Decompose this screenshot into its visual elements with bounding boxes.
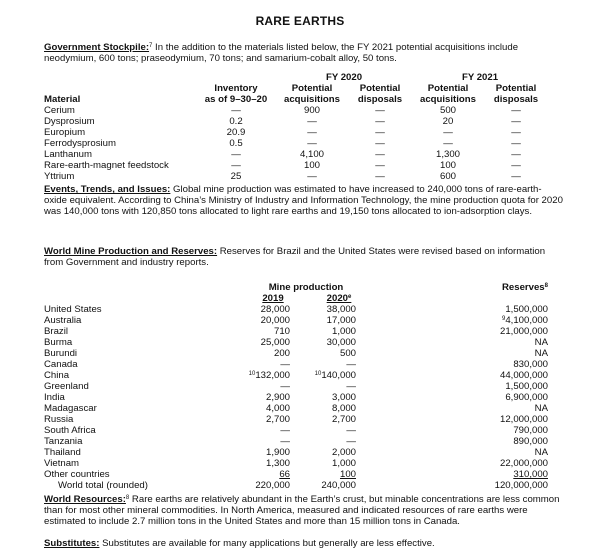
production-2020-cell: 38,000 [326, 304, 356, 315]
world-production-heading: World Mine Production and Reserves: [44, 246, 218, 257]
stockpile-row [44, 116, 548, 127]
resources-paragraph [44, 494, 564, 527]
production-row [44, 469, 548, 480]
disp2021-cell: — [511, 116, 521, 127]
stockpile-paragraph [44, 42, 564, 64]
substitutes-text: Substitutes are available for many applications but generally are less effective. [99, 538, 435, 549]
acq2020-cell: 100 [303, 160, 320, 171]
production-2020-cell: — [346, 425, 356, 436]
production-2019-cell: 2,900 [265, 392, 290, 403]
inventory-cell: 20.9 [226, 127, 246, 138]
production-2019-cell: $^{10}$132,000 [248, 370, 290, 381]
events-text: Global mine production was estimated to have increased to 240,000 tons of rare-earth-oxide equivalent. According to China’s Ministry of Industry and Information Technology, the mine production quota for 2020 was 140,000 tons with 120,850 tons allocated to light rare earths and 19,150 tons allocated to ion-adsorption clays. [44, 184, 563, 217]
production-2020-cell: $^{10}$140,000 [314, 370, 356, 381]
acq2020-cell: — [307, 127, 317, 138]
stockpile-row [44, 127, 548, 138]
total-reserves: 120,000,000 [494, 480, 548, 491]
country-cell: Vietnam [44, 458, 80, 469]
reserves-cell: 22,000,000 [499, 458, 548, 469]
production-row [44, 436, 548, 447]
disp2021-cell: — [511, 160, 521, 171]
reserves-cell: NA [534, 447, 548, 458]
disp2021-header-line1: Potential [495, 83, 537, 94]
page-title: RARE EARTHS [255, 14, 345, 28]
production-row [44, 348, 548, 359]
stockpile-row [44, 105, 548, 116]
inventory-cell: 25 [230, 171, 242, 182]
acq2021-cell: 1,300 [435, 149, 460, 160]
stockpile-row [44, 171, 548, 182]
disp2020-cell: — [375, 127, 385, 138]
material-cell: Yttrium [44, 171, 75, 182]
acq2020-header-line1: Potential [291, 83, 333, 94]
production-2019-cell: 2,700 [265, 414, 290, 425]
production-row [44, 425, 548, 436]
production-2019-cell: — [280, 359, 290, 370]
production-2019-cell: — [280, 425, 290, 436]
substitutes-paragraph [44, 538, 564, 549]
country-cell: South Africa [44, 425, 96, 436]
production-2019-cell: 25,000 [260, 337, 290, 348]
disp2020-cell: — [375, 171, 385, 182]
production-2019-cell: 4,000 [265, 403, 290, 414]
disp2020-cell: — [375, 149, 385, 160]
disp2020-cell: — [375, 116, 385, 127]
production-2020-cell: 100 [339, 469, 356, 480]
total-2020: 240,000 [321, 480, 356, 491]
resources-heading: World Resources: [44, 494, 126, 505]
production-2019-cell: 200 [273, 348, 290, 359]
reserves-cell: 21,000,000 [499, 326, 548, 337]
inventory-header-line2: as of 9–30–20 [204, 94, 268, 105]
acq2020-cell: — [307, 138, 317, 149]
production-row [44, 304, 548, 315]
fy2021-header: FY 2021 [461, 72, 499, 83]
stockpile-row [44, 149, 548, 160]
production-2020-cell: 1,000 [331, 326, 356, 337]
production-header-row-2 [44, 293, 548, 304]
mine-production-header: Mine production [268, 282, 344, 293]
production-row [44, 337, 548, 348]
production-2020-cell: 1,000 [331, 458, 356, 469]
production-row [44, 359, 548, 370]
country-cell: Tanzania [44, 436, 83, 447]
disp2021-cell: — [511, 138, 521, 149]
events-heading: Events, Trends, and Issues: [44, 184, 171, 195]
production-row [44, 370, 548, 381]
production-row [44, 315, 548, 326]
world-production-paragraph [44, 246, 564, 268]
production-2020-cell: 30,000 [326, 337, 356, 348]
production-2019-cell: 20,000 [260, 315, 290, 326]
country-cell: Other countries [44, 469, 110, 480]
production-table-body [44, 304, 548, 480]
reserves-cell: NA [534, 403, 548, 414]
country-cell: Madagascar [44, 403, 97, 414]
production-2020-cell: — [346, 436, 356, 447]
acq2020-header-line2: acquisitions [284, 94, 340, 105]
material-cell: Europium [44, 127, 86, 138]
production-row [44, 447, 548, 458]
reserves-header: Reserves$^8$ [501, 282, 548, 293]
production-2019-cell: 66 [279, 469, 290, 480]
material-cell: Ferrodysprosium [44, 138, 116, 149]
production-2019-cell: — [280, 381, 290, 392]
disp2021-cell: — [511, 127, 521, 138]
country-cell: Greenland [44, 381, 89, 392]
resources-footnote: 8 [125, 495, 130, 501]
production-2020-cell: 17,000 [326, 315, 356, 326]
country-cell: United States [44, 304, 102, 315]
total-label: World total (rounded) [58, 480, 148, 491]
reserves-cell: NA [534, 337, 548, 348]
reserves-cell: 6,900,000 [505, 392, 548, 403]
reserves-cell: 790,000 [513, 425, 548, 436]
production-2020-cell: — [346, 359, 356, 370]
production-2019-cell: 1,300 [265, 458, 290, 469]
acq2020-cell: 4,100 [299, 149, 324, 160]
stockpile-footnote: 7 [149, 43, 153, 49]
disp2020-header-line1: Potential [359, 83, 401, 94]
country-cell: Russia [44, 414, 74, 425]
total-2019: 220,000 [255, 480, 290, 491]
country-cell: China [44, 370, 70, 381]
acq2021-cell: 100 [439, 160, 456, 171]
reserves-cell: 1,500,000 [505, 304, 548, 315]
country-cell: Burma [44, 337, 73, 348]
disp2021-cell: — [511, 105, 521, 116]
production-row [44, 381, 548, 392]
production-row [44, 392, 548, 403]
reserves-footnote: 8 [544, 283, 548, 289]
year-2020-header: 2020e [326, 293, 352, 304]
stockpile-table-body [44, 105, 548, 182]
material-cell: Cerium [44, 105, 75, 116]
inventory-cell: 0.2 [229, 116, 243, 127]
acq2020-cell: 900 [303, 105, 320, 116]
production-2019-cell: — [280, 436, 290, 447]
production-2019-cell: 1,900 [265, 447, 290, 458]
acq2021-cell: — [443, 127, 453, 138]
resources-text: Rare earths are relatively abundant in the Earth’s crust, but minable concentrations are less common than for most other mineral commodities. In North America, measured and indicated resources of rare earths were estimated to include 2.7 million tons in the United States and more than 15 million tons in Canada. [44, 494, 560, 527]
production-row [44, 403, 548, 414]
production-2020-cell: 2,700 [331, 414, 356, 425]
disp2020-header-line2: disposals [357, 94, 403, 105]
material-cell: Rare-earth-magnet feedstock [44, 160, 169, 171]
material-cell: Dysprosium [44, 116, 95, 127]
reserves-cell: 830,000 [513, 359, 548, 370]
country-cell: India [44, 392, 65, 403]
reserves-cell: 310,000 [513, 469, 548, 480]
production-2020-cell: 8,000 [331, 403, 356, 414]
production-table [44, 282, 548, 491]
stockpile-heading: Government Stockpile: [44, 42, 150, 53]
acq2021-header-line2: acquisitions [420, 94, 476, 105]
production-row [44, 458, 548, 469]
acq2021-cell: 20 [442, 116, 454, 127]
inventory-cell: — [231, 149, 241, 160]
disp2021-header-line2: disposals [493, 94, 539, 105]
acq2020-cell: — [307, 116, 317, 127]
events-paragraph [44, 184, 564, 217]
inventory-cell: — [231, 105, 241, 116]
world-production-text: Reserves for Brazil and the United States were revised based on information from Government and industry reports. [44, 246, 546, 268]
production-2020-cell: 3,000 [331, 392, 356, 403]
reserves-cell: 44,000,000 [499, 370, 548, 381]
material-header: Material [44, 94, 81, 105]
reserves-cell: 1,500,000 [505, 381, 548, 392]
acq2021-cell: — [443, 138, 453, 149]
production-2020-cell: — [346, 381, 356, 392]
inventory-header-line1: Inventory [214, 83, 258, 94]
fy2020-header: FY 2020 [325, 72, 363, 83]
inventory-cell: 0.5 [229, 138, 243, 149]
disp2020-cell: — [375, 138, 385, 149]
country-cell: Burundi [44, 348, 78, 359]
country-cell: Australia [44, 315, 82, 326]
country-cell: Brazil [44, 326, 68, 337]
production-2020-cell: 500 [339, 348, 356, 359]
production-row [44, 414, 548, 425]
reserves-cell: NA [534, 348, 548, 359]
production-total-row [44, 480, 548, 491]
stockpile-fy-header-row [44, 72, 548, 83]
disp2021-cell: — [511, 171, 521, 182]
acq2021-header-line1: Potential [427, 83, 469, 94]
stockpile-text: In the addition to the materials listed below, the FY 2021 potential acquisitions include neodymium, 600 tons; praseodymium, 70 tons; and samarium-cobalt alloy, 50 tons. [44, 42, 519, 64]
production-2020-cell: 2,000 [331, 447, 356, 458]
production-2019-cell: 28,000 [260, 304, 290, 315]
disp2021-cell: — [511, 149, 521, 160]
stockpile-header-row-2 [44, 94, 548, 105]
acq2021-cell: 600 [439, 171, 456, 182]
production-header-row-1 [44, 282, 548, 293]
stockpile-table [44, 72, 548, 182]
inventory-cell: — [231, 160, 241, 171]
disp2020-cell: — [375, 160, 385, 171]
stockpile-row [44, 138, 548, 149]
year-2019-header: 2019 [262, 293, 284, 304]
disp2020-cell: — [375, 105, 385, 116]
acq2020-cell: — [307, 171, 317, 182]
stockpile-header-row-1 [44, 83, 548, 94]
substitutes-heading: Substitutes: [44, 538, 100, 549]
production-row [44, 326, 548, 337]
country-cell: Canada [44, 359, 78, 370]
reserves-cell: 12,000,000 [499, 414, 548, 425]
acq2021-cell: 500 [439, 105, 456, 116]
reserves-cell: 890,000 [513, 436, 548, 447]
stockpile-row [44, 160, 548, 171]
reserves-cell: $^9$4,100,000 [501, 315, 548, 326]
production-2019-cell: 710 [273, 326, 290, 337]
material-cell: Lanthanum [44, 149, 93, 160]
country-cell: Thailand [44, 447, 81, 458]
